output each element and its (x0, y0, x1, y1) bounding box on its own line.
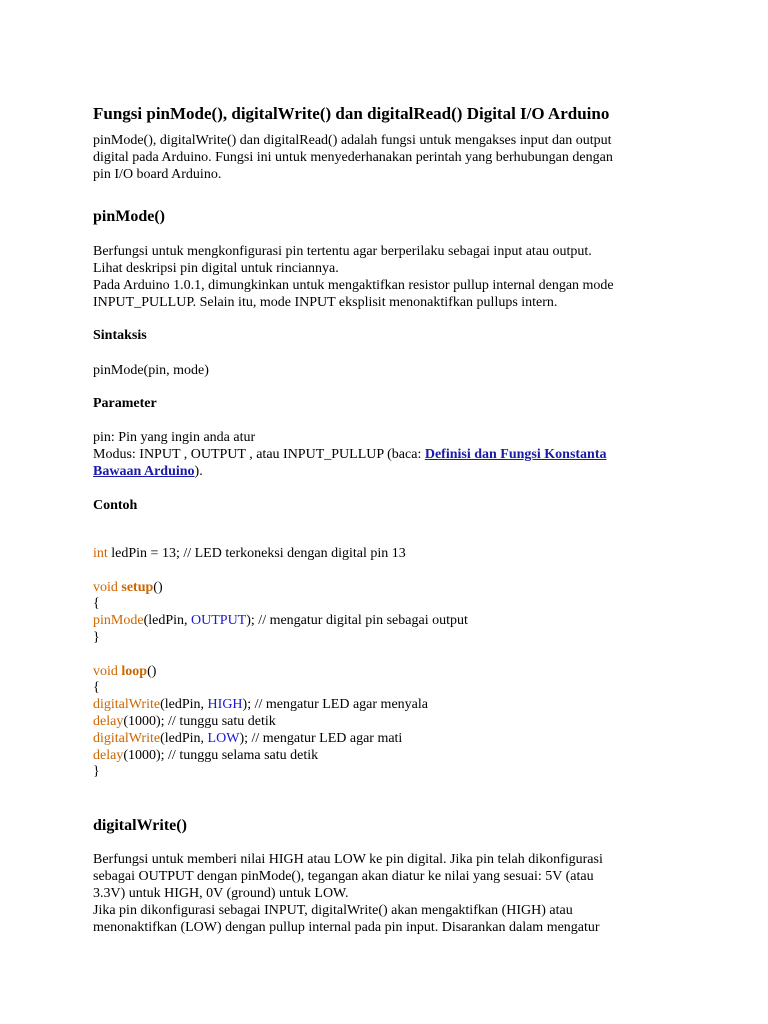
param-mode-suffix: ). (194, 464, 203, 479)
code-constant: HIGH (207, 697, 243, 713)
param-mode-prefix: Modus: INPUT , OUTPUT , atau INPUT_PULLUP (baca: (93, 447, 425, 462)
syntax-heading: Sintaksis (93, 328, 147, 343)
pinmode-description (93, 243, 683, 311)
code-keyword: void (93, 663, 118, 679)
code-text: (ledPin, (160, 697, 208, 713)
pinmode-heading: pinMode() (93, 208, 165, 225)
pinmode-desc-line: Berfungsi untuk mengkonfigurasi pin tertentu agar berperilaku sebagai input atau output. (93, 244, 592, 259)
code-line (93, 748, 683, 765)
code-line (93, 664, 683, 681)
code-line (93, 580, 683, 597)
konstanta-link-cont[interactable]: Bawaan Arduino (93, 464, 195, 479)
param-pin: pin: Pin yang ingin anda atur (93, 430, 256, 445)
code-text: ); // mengatur LED agar menyala (242, 697, 428, 713)
code-line: { (93, 680, 100, 696)
code-function: delay (93, 747, 124, 763)
intro-line: pinMode(), digitalWrite() dan digitalRead() adalah fungsi untuk mengakses input dan output (93, 133, 612, 148)
digitalwrite-desc-line: Berfungsi untuk memberi nilai HIGH atau LOW ke pin digital. Jika pin telah dikonfigurasi (93, 852, 603, 867)
code-example (93, 546, 683, 781)
code-text: (ledPin, (160, 730, 208, 746)
code-text: ledPin = 13; // LED terkoneksi dengan digital pin 13 (107, 546, 406, 561)
syntax-text: pinMode(pin, mode) (93, 363, 209, 378)
code-function: pinMode (93, 613, 144, 629)
digitalwrite-desc-line: Jika pin dikonfigurasi sebagai INPUT, digitalWrite() akan mengaktifkan (HIGH) atau (93, 903, 573, 918)
code-line: } (93, 629, 100, 645)
digitalwrite-desc-line: sebagai OUTPUT dengan pinMode(), tegangan akan diatur ke nilai yang sesuai: 5V (atau (93, 869, 594, 884)
intro-line: digital pada Arduino. Fungsi ini untuk menyederhanakan perintah yang berhubungan dengan (93, 150, 613, 165)
intro-line: pin I/O board Arduino. (93, 167, 222, 182)
code-line (93, 731, 683, 748)
digitalwrite-desc-line: menonaktifkan (LOW) dengan pullup internal pada pin input. Disarankan dalam mengatur (93, 920, 600, 935)
code-blank (93, 563, 683, 580)
param-mode (93, 446, 683, 463)
pinmode-desc-line: INPUT_PULLUP. Selain itu, mode INPUT eksplisit menonaktifkan pullups intern. (93, 295, 558, 310)
code-function: digitalWrite (93, 697, 161, 713)
code-line: } (93, 764, 100, 780)
parameter-heading: Parameter (93, 396, 157, 411)
code-text: (1000); // tunggu satu detik (123, 713, 276, 729)
code-function: loop (121, 663, 148, 679)
code-line: { (93, 596, 100, 612)
code-text: () (147, 663, 157, 679)
code-text: () (153, 579, 163, 595)
parameter-list (93, 429, 683, 480)
code-function: setup (121, 579, 154, 595)
code-function: delay (93, 713, 124, 729)
digitalwrite-description (93, 851, 683, 936)
param-mode-cont (93, 463, 683, 480)
code-constant: OUTPUT (191, 613, 247, 629)
konstanta-link[interactable]: Definisi dan Fungsi Konstanta (424, 447, 607, 462)
pinmode-desc-line: Pada Arduino 1.0.1, dimungkinkan untuk mengaktifkan resistor pullup internal dengan mode (93, 278, 614, 293)
code-text: ); // mengatur digital pin sebagai output (246, 613, 468, 629)
code-text: (ledPin, (143, 613, 192, 629)
digitalwrite-heading: digitalWrite() (93, 817, 187, 834)
code-text: ); // mengatur LED agar mati (239, 730, 403, 746)
code-constant: LOW (207, 730, 240, 746)
code-function: digitalWrite (93, 730, 161, 746)
code-line (93, 697, 683, 714)
code-keyword: int (93, 546, 108, 561)
code-keyword: void (93, 579, 118, 595)
code-line (93, 613, 683, 630)
code-blank (93, 647, 683, 664)
digitalwrite-desc-line: 3.3V) untuk HIGH, 0V (ground) untuk LOW. (93, 886, 349, 901)
page-title: Fungsi pinMode(), digitalWrite() dan digitalRead() Digital I/O Arduino (93, 104, 610, 123)
pinmode-desc-line: Lihat deskripsi pin digital untuk rinciannya. (93, 261, 339, 276)
example-heading: Contoh (93, 498, 138, 513)
intro-paragraph (93, 132, 683, 183)
code-line (93, 714, 683, 731)
code-text: (1000); // tunggu selama satu detik (123, 747, 319, 763)
code-line (93, 546, 683, 563)
